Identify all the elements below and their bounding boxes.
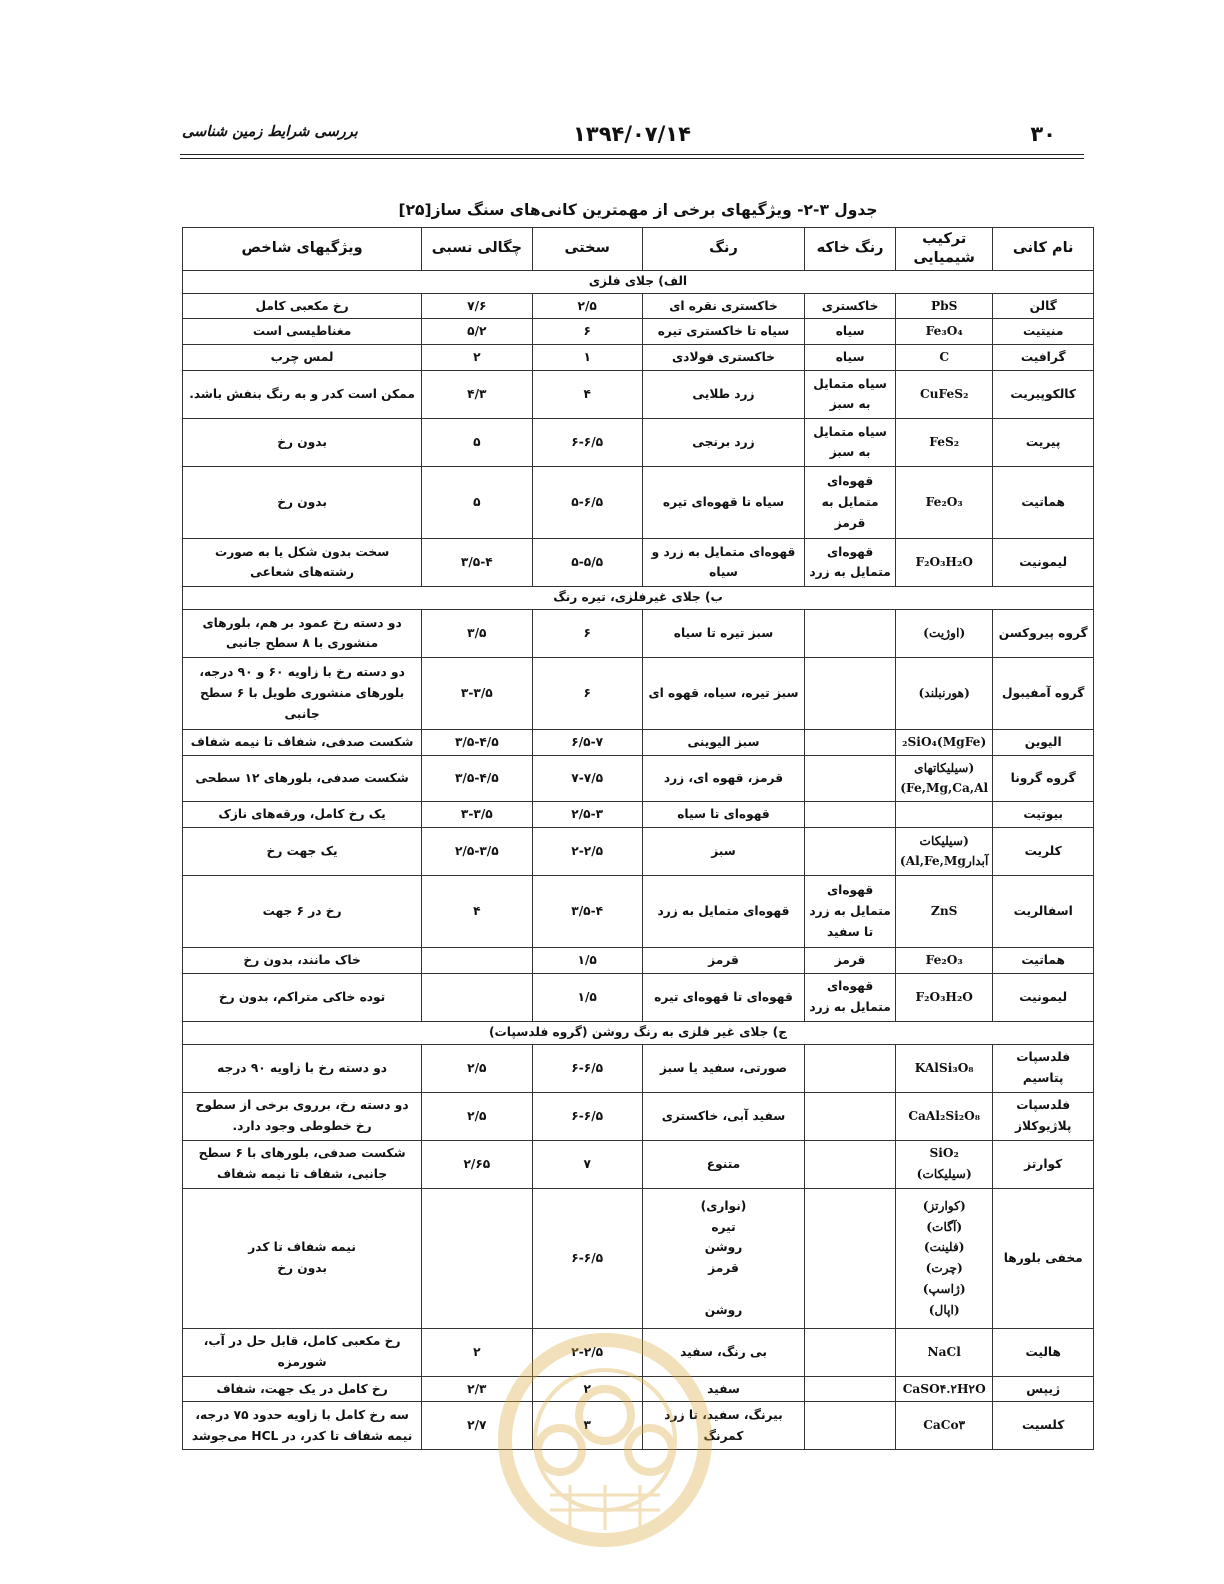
section-title-cell: ب) جلای غیرفلزی، تیره رنگ	[183, 586, 1094, 609]
table-row	[183, 1044, 1094, 1092]
minerals-table	[182, 227, 1094, 1450]
cell-specific-gravity: ۲/۳	[422, 1376, 532, 1402]
cell-hardness: ۱	[532, 345, 642, 371]
page-number: ۳۰	[1030, 122, 1056, 146]
cell-specific-gravity: ۵	[422, 418, 532, 466]
cell-color: سفید	[642, 1376, 804, 1402]
table-row	[183, 319, 1094, 345]
cell-streak-color	[805, 1092, 896, 1140]
cell-distinctive-features: رخ مکعبی کامل، قابل حل در آب، شورمزه	[183, 1328, 422, 1376]
section-title-cell: الف) جلای فلزی	[183, 270, 1094, 293]
cell-mineral-name: پیریت	[993, 418, 1094, 466]
cell-chemical-formula: C	[896, 345, 993, 371]
table-row	[183, 538, 1094, 586]
cell-mineral-name: الیوین	[993, 729, 1094, 755]
cell-mineral-name: لیمونیت	[993, 538, 1094, 586]
cell-specific-gravity: ۳-۳/۵	[422, 657, 532, 729]
table-row	[183, 1328, 1094, 1376]
cell-streak-color: سیاه	[805, 319, 896, 345]
cell-chemical-formula: Fe₂O₃	[896, 947, 993, 973]
cell-hardness: ۶/۵-۷	[532, 729, 642, 755]
cell-distinctive-features: توده خاکی متراکم، بدون رخ	[183, 973, 422, 1021]
table-row	[183, 755, 1094, 801]
cell-mineral-name: کالکوپیریت	[993, 370, 1094, 418]
cell-distinctive-features: رخ کامل در یک جهت، شفاف	[183, 1376, 422, 1402]
table-header-row	[183, 228, 1094, 271]
header-date: ۱۳۹۴/۰۷/۱۴	[573, 122, 691, 146]
cell-chemical-formula: CuFeS₂	[896, 370, 993, 418]
cell-mineral-name: ژیپس	[993, 1376, 1094, 1402]
cell-distinctive-features: مغناطیسی است	[183, 319, 422, 345]
cell-mineral-name: فلدسپات پتاسیم	[993, 1044, 1094, 1092]
cell-specific-gravity: ۵/۲	[422, 319, 532, 345]
table-row	[183, 1092, 1094, 1140]
cell-streak-color	[805, 729, 896, 755]
page-header	[180, 118, 1084, 158]
cell-streak-color	[805, 657, 896, 729]
header-color: رنگ	[642, 228, 804, 271]
cell-mineral-name: گرافیت	[993, 345, 1094, 371]
cell-distinctive-features: رخ مکعبی کامل	[183, 293, 422, 319]
table-row	[183, 345, 1094, 371]
cell-color: متنوع	[642, 1140, 804, 1188]
cell-streak-color	[805, 802, 896, 828]
cell-hardness: ۳/۵-۴	[532, 875, 642, 947]
cell-streak-color	[805, 827, 896, 875]
cell-specific-gravity: ۳/۵-۴/۵	[422, 729, 532, 755]
cell-specific-gravity	[422, 973, 532, 1021]
cell-mineral-name: اسفالریت	[993, 875, 1094, 947]
table-row	[183, 418, 1094, 466]
header-mineral-name: نام کانی	[993, 228, 1094, 271]
cell-distinctive-features: یک رخ کامل، ورقه‌های نازک	[183, 802, 422, 828]
cell-distinctive-features: دو دسته رخ با زاویه ۶۰ و ۹۰ درجه، بلورهای منشوری طویل با ۶ سطح جانبی	[183, 657, 422, 729]
cell-distinctive-features: دو دسته رخ عمود بر هم، بلورهای منشوری با ۸ سطح جانبی	[183, 609, 422, 657]
cell-color: قهوه‌ای متمایل به زرد و سیاه	[642, 538, 804, 586]
table-row	[183, 802, 1094, 828]
cell-chemical-formula: (سیلیکاتهای Fe,Mg,Ca,Al)	[896, 755, 993, 801]
cell-mineral-name: کوارتز	[993, 1140, 1094, 1188]
cell-hardness: ۵-۵/۵	[532, 538, 642, 586]
section-title-cell: ج) جلای غیر فلزی به رنگ روشن (گروه فلدسپات)	[183, 1021, 1094, 1044]
cell-streak-color: خاکستری	[805, 293, 896, 319]
cell-mineral-name: کلسیت	[993, 1402, 1094, 1450]
cell-chemical-formula: F₂O₃H₂O	[896, 973, 993, 1021]
cell-specific-gravity: ۴/۳	[422, 370, 532, 418]
section-row	[183, 1021, 1094, 1044]
cell-hardness: ۷-۷/۵	[532, 755, 642, 801]
cell-specific-gravity: ۳-۳/۵	[422, 802, 532, 828]
cell-hardness: ۶-۶/۵	[532, 1188, 642, 1328]
cell-chemical-formula: CaCo۳	[896, 1402, 993, 1450]
cell-color: (نواری) تیره روشن قرمز روشن	[642, 1188, 804, 1328]
header-rule-thin	[180, 158, 1084, 159]
cell-hardness: ۶	[532, 319, 642, 345]
cell-distinctive-features: بدون رخ	[183, 466, 422, 538]
cell-specific-gravity: ۳/۵-۴	[422, 538, 532, 586]
table-row	[183, 827, 1094, 875]
cell-specific-gravity	[422, 1188, 532, 1328]
cell-distinctive-features: شکست صدفی، بلورهای با ۶ سطح جانبی، شفاف تا نیمه شفاف	[183, 1140, 422, 1188]
cell-streak-color: سیاه متمایل به سبز	[805, 418, 896, 466]
cell-distinctive-features: خاک مانند، بدون رخ	[183, 947, 422, 973]
cell-hardness: ۶-۶/۵	[532, 1092, 642, 1140]
cell-distinctive-features: دو دسته رخ، برروی برخی از سطوح رخ خطوطی وجود دارد.	[183, 1092, 422, 1140]
cell-distinctive-features: یک جهت رخ	[183, 827, 422, 875]
cell-chemical-formula: FeS₂	[896, 418, 993, 466]
cell-chemical-formula: ZnS	[896, 875, 993, 947]
cell-color: قرمز	[642, 947, 804, 973]
cell-distinctive-features: لمس چرب	[183, 345, 422, 371]
cell-mineral-name: کلریت	[993, 827, 1094, 875]
table-row	[183, 293, 1094, 319]
cell-streak-color	[805, 1402, 896, 1450]
section-row	[183, 270, 1094, 293]
cell-color: قهوه‌ای متمایل به زرد	[642, 875, 804, 947]
cell-specific-gravity: ۲/۶۵	[422, 1140, 532, 1188]
cell-streak-color: قهوه‌ای متمایل به زرد تا سفید	[805, 875, 896, 947]
cell-color: خاکستری نقره ای	[642, 293, 804, 319]
cell-specific-gravity	[422, 947, 532, 973]
table-row	[183, 1140, 1094, 1188]
cell-mineral-name: هماتیت	[993, 466, 1094, 538]
cell-specific-gravity: ۳/۵	[422, 609, 532, 657]
cell-distinctive-features: شکست صدفی، بلورهای ۱۲ سطحی	[183, 755, 422, 801]
cell-chemical-formula: (اوژیت)	[896, 609, 993, 657]
cell-distinctive-features: شکست صدفی، شفاف تا نیمه شفاف	[183, 729, 422, 755]
table-row	[183, 370, 1094, 418]
table-row	[183, 729, 1094, 755]
table-row	[183, 1188, 1094, 1328]
cell-mineral-name: بیوتیت	[993, 802, 1094, 828]
cell-mineral-name: گالن	[993, 293, 1094, 319]
table-row	[183, 947, 1094, 973]
cell-streak-color	[805, 609, 896, 657]
cell-chemical-formula: Fe₂O₃	[896, 466, 993, 538]
cell-chemical-formula: KAlSi₃O₈	[896, 1044, 993, 1092]
cell-specific-gravity: ۲	[422, 1328, 532, 1376]
cell-hardness: ۴	[532, 370, 642, 418]
header-chemical-formula: ترکیب شیمیایی	[896, 228, 993, 271]
cell-hardness: ۳	[532, 1402, 642, 1450]
cell-mineral-name: فلدسپات پلاژیوکلاز	[993, 1092, 1094, 1140]
cell-hardness: ۶	[532, 657, 642, 729]
cell-hardness: ۶-۶/۵	[532, 418, 642, 466]
cell-chemical-formula: PbS	[896, 293, 993, 319]
cell-chemical-formula: SiO₂ (سیلیکات)	[896, 1140, 993, 1188]
cell-color: سبز الیوینی	[642, 729, 804, 755]
cell-distinctive-features: رخ در ۶ جهت	[183, 875, 422, 947]
cell-hardness: ۱/۵	[532, 947, 642, 973]
cell-color: بی رنگ، سفید	[642, 1328, 804, 1376]
table-row	[183, 973, 1094, 1021]
table-row	[183, 609, 1094, 657]
cell-hardness: ۲-۲/۵	[532, 1328, 642, 1376]
table-row	[183, 466, 1094, 538]
cell-chemical-formula: (کوارتز) (آگات) (فلینت) (چرت) (ژاسپ) (اپال)	[896, 1188, 993, 1328]
cell-mineral-name: گروه پیروکسن	[993, 609, 1094, 657]
cell-chemical-formula: F₂O₃H₂O	[896, 538, 993, 586]
cell-hardness: ۱/۵	[532, 973, 642, 1021]
header-hardness: سختی	[532, 228, 642, 271]
cell-chemical-formula: Fe₃O₄	[896, 319, 993, 345]
cell-color: قرمز، قهوه ای، زرد	[642, 755, 804, 801]
cell-color: سبز تیره، سیاه، قهوه ای	[642, 657, 804, 729]
cell-chemical-formula: (سیلیکات آبدارAl,Fe,Mg)	[896, 827, 993, 875]
table-row	[183, 1402, 1094, 1450]
cell-color: سبز تیره تا سیاه	[642, 609, 804, 657]
cell-streak-color: قرمز	[805, 947, 896, 973]
header-specific-gravity: چگالی نسبی	[422, 228, 532, 271]
cell-streak-color	[805, 1328, 896, 1376]
cell-color: بیرنگ، سفید، تا زرد کمرنگ	[642, 1402, 804, 1450]
header-streak-color: رنگ خاکه	[805, 228, 896, 271]
cell-color: خاکستری فولادی	[642, 345, 804, 371]
cell-streak-color: قهوه‌ای متمایل به زرد	[805, 538, 896, 586]
cell-distinctive-features: ممکن است کدر و به رنگ بنفش باشد.	[183, 370, 422, 418]
cell-color: سیاه تا قهوه‌ای تیره	[642, 466, 804, 538]
cell-mineral-name: هالیت	[993, 1328, 1094, 1376]
cell-distinctive-features: دو دسته رخ با زاویه ۹۰ درجه	[183, 1044, 422, 1092]
cell-mineral-name: گروه گرونا	[993, 755, 1094, 801]
cell-color: قهوه‌ای تا سیاه	[642, 802, 804, 828]
cell-distinctive-features: بدون رخ	[183, 418, 422, 466]
cell-hardness: ۵-۶/۵	[532, 466, 642, 538]
cell-specific-gravity: ۲	[422, 345, 532, 371]
cell-color: سبز	[642, 827, 804, 875]
cell-specific-gravity: ۲/۵	[422, 1092, 532, 1140]
cell-mineral-name: منیتیت	[993, 319, 1094, 345]
cell-mineral-name: گروه آمفیبول	[993, 657, 1094, 729]
section-title: بررسی شرایط زمین شناسی	[182, 124, 358, 140]
cell-hardness: ۶-۶/۵	[532, 1044, 642, 1092]
cell-specific-gravity: ۲/۷	[422, 1402, 532, 1450]
cell-streak-color	[805, 1376, 896, 1402]
cell-specific-gravity: ۳/۵-۴/۵	[422, 755, 532, 801]
cell-mineral-name: لیمونیت	[993, 973, 1094, 1021]
cell-distinctive-features: نیمه شفاف تا کدر بدون رخ	[183, 1188, 422, 1328]
cell-hardness: ۶	[532, 609, 642, 657]
cell-chemical-formula: NaCl	[896, 1328, 993, 1376]
cell-specific-gravity: ۵	[422, 466, 532, 538]
cell-hardness: ۲-۲/۵	[532, 827, 642, 875]
table-body	[183, 270, 1094, 1450]
cell-mineral-name: مخفی بلورها	[993, 1188, 1094, 1328]
cell-chemical-formula	[896, 802, 993, 828]
cell-color: زرد طلایی	[642, 370, 804, 418]
cell-distinctive-features: سه رخ کامل با زاویه حدود ۷۵ درجه، نیمه شفاف تا کدر، در HCL می‌جوشد	[183, 1402, 422, 1450]
cell-color: سفید آبی، خاکستری	[642, 1092, 804, 1140]
cell-specific-gravity: ۲/۵-۳/۵	[422, 827, 532, 875]
cell-chemical-formula: (هورنبلند)	[896, 657, 993, 729]
cell-hardness: ۲/۵-۳	[532, 802, 642, 828]
cell-streak-color	[805, 1044, 896, 1092]
header-rule	[180, 154, 1084, 155]
cell-color: سیاه تا خاکستری تیره	[642, 319, 804, 345]
cell-streak-color	[805, 1188, 896, 1328]
table-row	[183, 1376, 1094, 1402]
cell-color: زرد برنجی	[642, 418, 804, 466]
cell-hardness: ۲	[532, 1376, 642, 1402]
cell-chemical-formula: CaSO۴.۲H۲O	[896, 1376, 993, 1402]
cell-chemical-formula: (MgFe)₂SiO₄	[896, 729, 993, 755]
cell-specific-gravity: ۴	[422, 875, 532, 947]
cell-streak-color: قهوه‌ای متمایل به قرمز	[805, 466, 896, 538]
section-row	[183, 586, 1094, 609]
cell-streak-color: قهوه‌ای متمایل به زرد	[805, 973, 896, 1021]
cell-hardness: ۷	[532, 1140, 642, 1188]
cell-streak-color: سیاه متمایل به سبز	[805, 370, 896, 418]
cell-streak-color	[805, 1140, 896, 1188]
cell-color: صورتی، سفید یا سبز	[642, 1044, 804, 1092]
table-row	[183, 657, 1094, 729]
cell-chemical-formula: CaAl₂Si₂O₈	[896, 1092, 993, 1140]
cell-specific-gravity: ۷/۶	[422, 293, 532, 319]
table-row	[183, 875, 1094, 947]
cell-specific-gravity: ۲/۵	[422, 1044, 532, 1092]
header-distinctive-features: ویژگیهای شاخص	[183, 228, 422, 271]
cell-color: قهوه‌ای تا قهوه‌ای تیره	[642, 973, 804, 1021]
cell-streak-color	[805, 755, 896, 801]
table-caption: جدول ۳-۲- ویژگیهای برخی از مهمترین کانی‌های سنگ ساز[۲۵]	[398, 201, 878, 219]
cell-mineral-name: هماتیت	[993, 947, 1094, 973]
cell-streak-color: سیاه	[805, 345, 896, 371]
cell-hardness: ۲/۵	[532, 293, 642, 319]
cell-distinctive-features: سخت بدون شکل یا به صورت رشته‌های شعاعی	[183, 538, 422, 586]
